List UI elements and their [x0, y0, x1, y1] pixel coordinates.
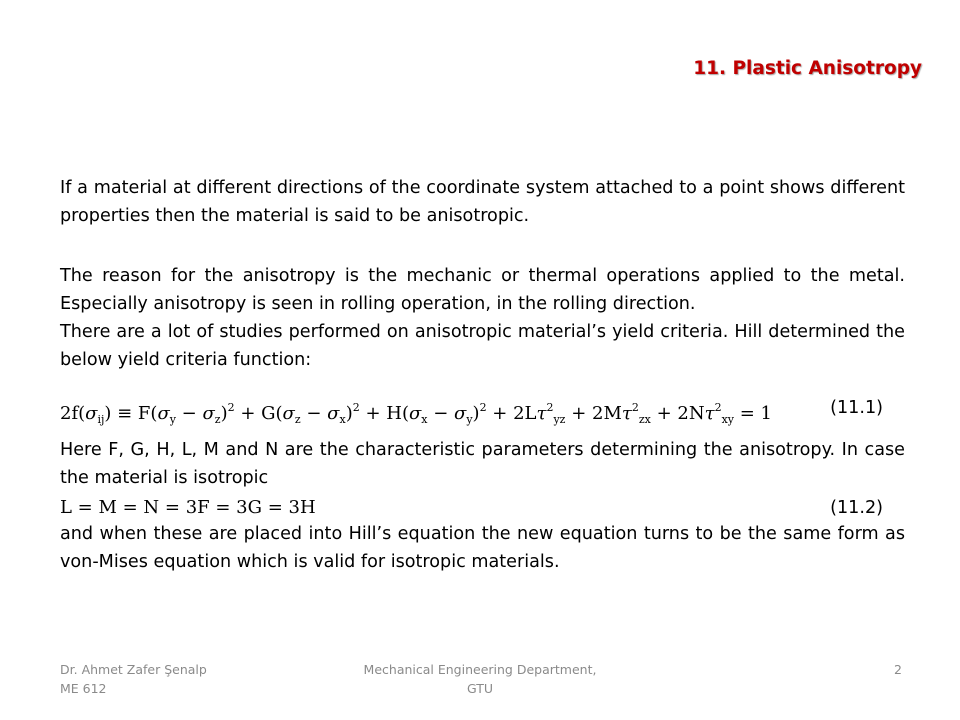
hill-yield-equation: $2f(\sigma_{ij}) \equiv F(\sigma_y - \sigma_z)^2 + G(\sigma_z - \sigma_x)^2 + H(\sigma_x - \sigma_y)^2 + 2L\tau^2_{yz} + 2M\tau^2_{zx} + 2N\tau^2_{xy} = 1$: [60, 401, 772, 426]
footer-department: Mechanical Engineering Department,: [363, 662, 597, 677]
equation-number-11-2: (11.2): [830, 498, 883, 518]
paragraph-hill-intro: There are a lot of studies performed on anisotropic material’s yield criteria. Hill determined the below yield criteria function:: [60, 322, 905, 370]
equation-row-11-1: [60, 390, 905, 426]
paragraph-von-mises: and when these are placed into Hill’s equation the new equation turns to be the same form as von-Mises equation which is valid for isotropic materials.: [60, 524, 905, 572]
paragraph-definition: If a material at different directions of the coordinate system attached to a point shows different properties then the material is said to be anisotropic.: [60, 178, 905, 226]
paragraph-parameters: Here F, G, H, L, M and N are the characteristic parameters determining the anisotropy. In case the material is isotropic: [60, 440, 905, 488]
footer-author-block: [60, 660, 207, 698]
footer-course: ME 612: [60, 681, 107, 696]
footer-author: Dr. Ahmet Zafer Şenalp: [60, 662, 207, 677]
footer-department-block: [330, 660, 630, 698]
paragraph-reason: The reason for the anisotropy is the mechanic or thermal operations applied to the metal. Especially anisotropy is seen in rolling operation, in the rolling direction.: [60, 266, 905, 314]
page-number: 2: [894, 662, 902, 677]
slide-title: 11. Plastic Anisotropy: [693, 58, 922, 79]
equation-number-11-1: (11.1): [830, 398, 883, 418]
isotropic-condition-equation: L = M = N = 3F = 3G = 3H: [60, 497, 316, 518]
footer-university: GTU: [466, 681, 494, 696]
